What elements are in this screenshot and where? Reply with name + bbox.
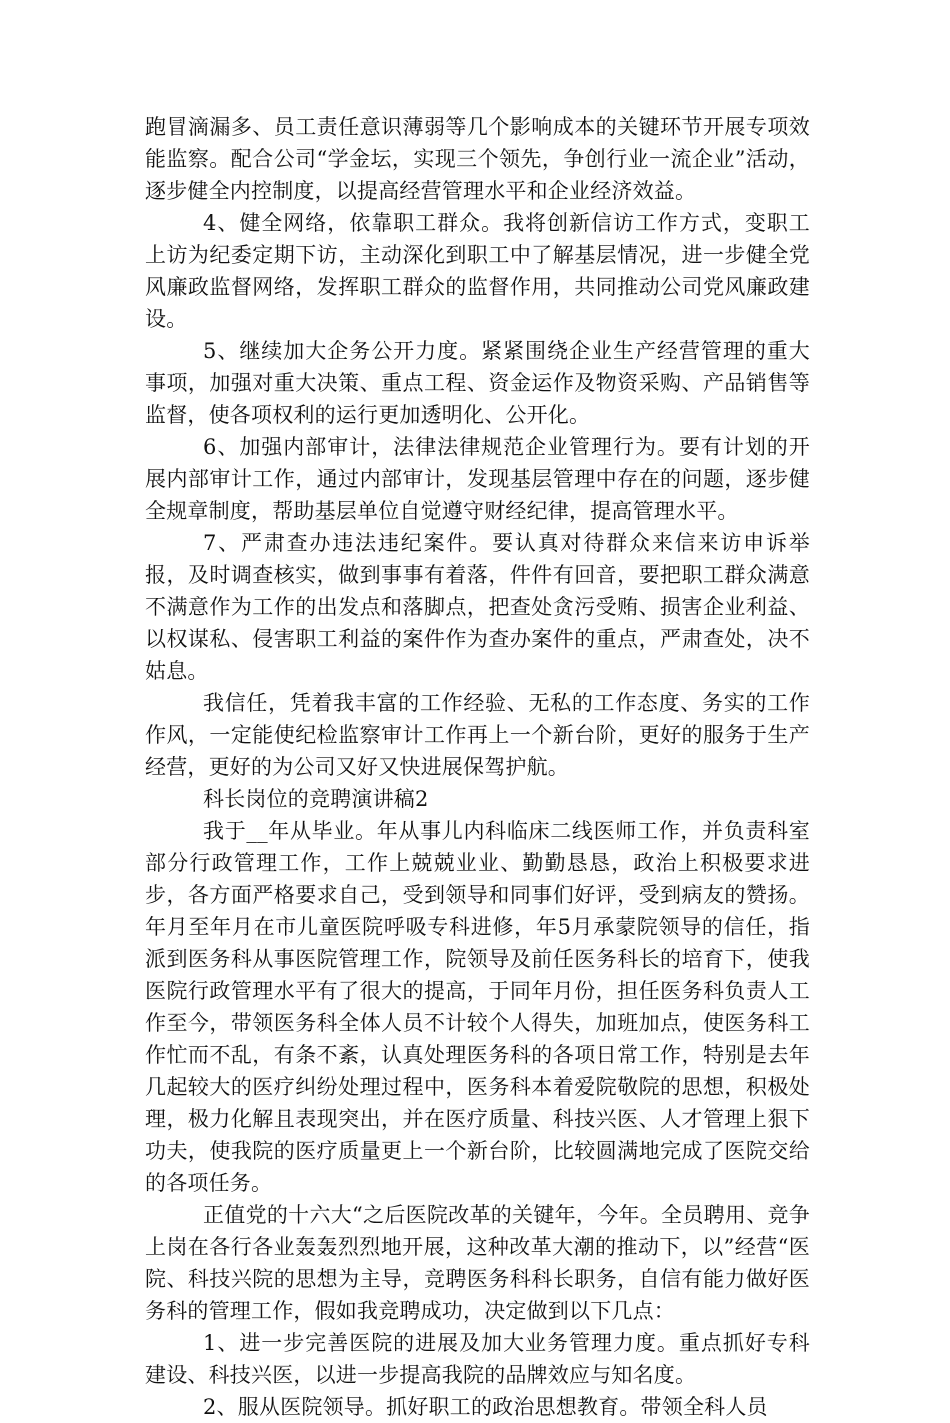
paragraph-item-4: 4、健全网络，依靠职工群众。我将创新信访工作方式，变职工上访为纪委定期下访，主动深化到职工中了解基层情况，进一步健全党风廉政监督网络，发挥职工群众的监督作用，共同推动公司党风廉政建设。 bbox=[145, 211, 810, 331]
document-page bbox=[145, 111, 810, 1423]
paragraph-plan-1: 1、进一步完善医院的进展及加大业务管理力度。重点抓好专科建设、科技兴医，以进一步提高我院的品牌效应与知名度。 bbox=[145, 1331, 810, 1387]
paragraph-plan-2: 2、服从医院领导。抓好职工的政治思想教育。带领全科人员 bbox=[203, 1395, 768, 1419]
section-heading: 科长岗位的竞聘演讲稿2 bbox=[203, 787, 429, 811]
paragraph-item-5: 5、继续加大企务公开力度。紧紧围绕企业生产经营管理的重大事项，加强对重大决策、重点工程、资金运作及物资采购、产品销售等监督，使各项权利的运行更加透明化、公开化。 bbox=[145, 339, 810, 427]
paragraph-background: 我于__年从毕业。年从事儿内科临床二线医师工作，并负责科室部分行政管理工作，工作上兢兢业业、勤勤恳恳，政治上积极要求进步，各方面严格要求自己，受到领导和同事们好评，受到病友的赞扬。年月至年月在市儿童医院呼吸专科进修，年5月承蒙院领导的信任，指派到医务科从事医院管理工作，院领导及前任医务科长的培育下，使我医院行政管理水平有了很大的提高，于同年月份，担任医务科负责人工作至今，带领医务科全体人员不计较个人得失，加班加点，使医务科工作忙而不乱，有条不紊，认真处理医务科的各项日常工作，特别是去年几起较大的医疗纠纷处理过程中，医务科本着爱院敬院的思想，积极处理，极力化解且表现突出，并在医疗质量、科技兴医、人才管理上狠下功夫，使我院的医疗质量更上一个新台阶，比较圆满地完成了医院交给的各项任务。 bbox=[145, 819, 810, 1195]
paragraph-closing: 我信任，凭着我丰富的工作经验、无私的工作态度、务实的工作作风，一定能使纪检监察审计工作再上一个新台阶，更好的服务于生产经营，更好的为公司又好又快进展保驾护航。 bbox=[145, 691, 810, 779]
paragraph-cost-supervision: 跑冒滴漏多、员工责任意识薄弱等几个影响成本的关键环节开展专项效能监察。配合公司“学金坛，实现三个领先，争创行业一流企业”活动，逐步健全内控制度，以提高经营管理水平和企业经济效益。 bbox=[145, 115, 810, 203]
paragraph-item-7: 7、严肃查办违法违纪案件。要认真对待群众来信来访申诉举报，及时调查核实，做到事事有着落，件件有回音，要把职工群众满意不满意作为工作的出发点和落脚点，把查处贪污受贿、损害企业利益、以权谋私、侵害职工利益的案件作为查办案件的重点，严肃查处，决不姑息。 bbox=[145, 531, 810, 683]
paragraph-item-6: 6、加强内部审计，法律法律规范企业管理行为。要有计划的开展内部审计工作，通过内部审计，发现基层管理中存在的问题，逐步健全规章制度，帮助基层单位自觉遵守财经纪律，提高管理水平。 bbox=[145, 435, 810, 523]
paragraph-reform: 正值党的十六大“之后医院改革的关键年，今年。全员聘用、竞争上岗在各行各业轰轰烈烈地开展，这种改革大潮的推动下，以”经营“医院、科技兴院的思想为主导，竞聘医务科科长职务，自信有能力做好医务科的管理工作，假如我竞聘成功，决定做到以下几点： bbox=[145, 1203, 810, 1323]
